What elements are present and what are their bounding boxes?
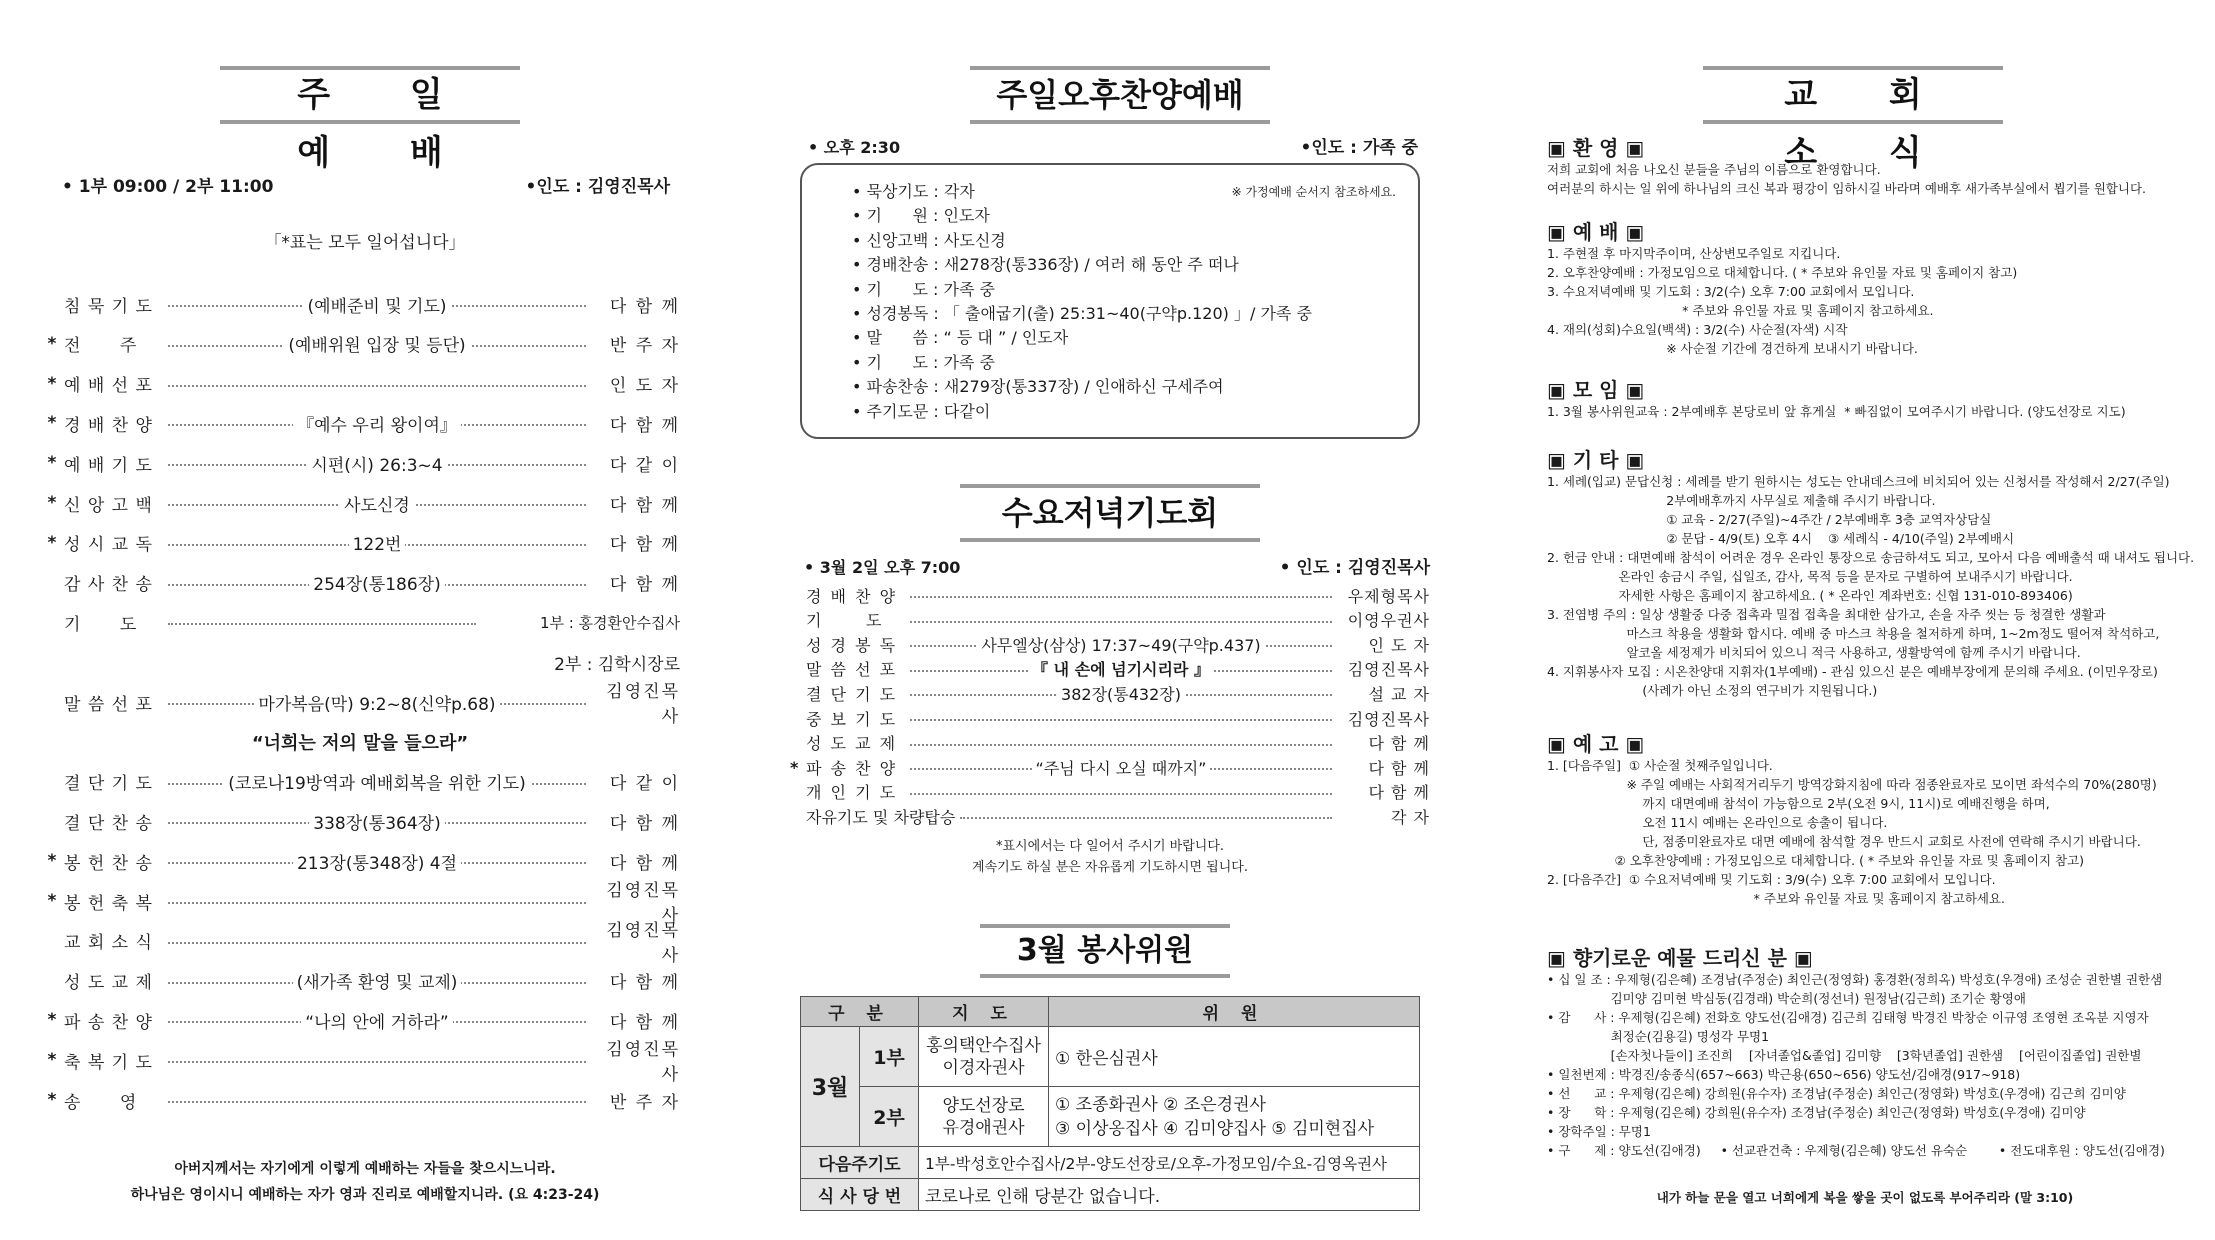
order-person: 다 함 께 [609, 535, 680, 556]
section-meeting-body [1547, 402, 2126, 421]
standing-mark: * [47, 1090, 57, 1110]
title-text: 수요저녁기도회 [1001, 494, 1219, 532]
worship-order-row [40, 569, 680, 597]
afternoon-program-line: • 말 씀 : “ 등 대 ” / 인도자 [852, 328, 1069, 348]
order-label: 봉 헌 찬 송 [64, 853, 153, 874]
order-label: 성 시 교 독 [64, 535, 153, 556]
worship-order-row [40, 1006, 680, 1034]
order-person: 인 도 자 [1368, 635, 1430, 655]
order-detail: 『 내 손에 넘기시리라 』 [1028, 657, 1214, 680]
wednesday-order-row [790, 779, 1430, 805]
church-news-title [1703, 66, 2003, 173]
standing-mark: * [47, 453, 57, 474]
dotted-leader [164, 887, 590, 915]
table-row [801, 1147, 1420, 1179]
worship-order-row [40, 682, 680, 727]
worship-order-row [40, 881, 680, 926]
worship-order-row [40, 370, 680, 398]
worship-order-row [40, 920, 680, 966]
news-line: (사례가 아닌 소정의 연구비가 지원됩니다.) [1547, 683, 1878, 698]
order-detail: (예배준비 및 기도) [303, 292, 450, 317]
meal-duty-label: 식 사 당 번 [801, 1179, 919, 1211]
order-label: 말 씀 선 포 [64, 694, 153, 715]
month-cell: 3월 [801, 1027, 860, 1147]
order-label: 경 배 찬 양 [806, 586, 898, 606]
news-line: 2부예배후까지 사무실로 제출해 주시기 바랍니다. [1547, 493, 1936, 508]
worship-order-row [40, 290, 680, 318]
part-2-leader-cell: 양도선장로 유경애권사 [919, 1087, 1049, 1147]
news-line: * 주보와 유인물 자료 및 홈페이지 참고하세요. [1547, 303, 1934, 318]
order-label: 성 경 봉 독 [806, 635, 898, 655]
sermon-title: “너희는 저의 말을 들으라” [251, 732, 469, 754]
wednesday-order-row [790, 730, 1430, 756]
wednesday-order-row [790, 754, 1430, 780]
dotted-leader [164, 927, 590, 955]
order-person: 1부 : 홍경환안수집사 [539, 613, 680, 632]
news-line: 오전 11시 예배는 온라인으로 송출이 됩니다. [1547, 815, 1888, 830]
wednesday-time: • 3월 2일 오후 7:00 [804, 558, 961, 577]
order-detail: 『예수 우리 왕이여』 [293, 411, 461, 436]
order-detail: 사도신경 [340, 491, 414, 516]
afternoon-leader: •인도 : 가족 중 [1300, 138, 1418, 158]
section-etc-heading: ▣ 기 타 ▣ [1547, 448, 1645, 472]
news-line: • 장 학 : 우제형(김은혜) 강희원(유수자) 조경남(주정순) 최인근(정영화) 박성호(우경애) 김미양 [1547, 1105, 2086, 1120]
wednesday-note-1: *표시에서는 다 일어서 주시기 바랍니다. [995, 839, 1225, 854]
order-label: 결 단 기 도 [806, 684, 898, 704]
dotted-leader [164, 449, 590, 477]
dotted-leader [164, 688, 590, 716]
wednesday-order-row [790, 705, 1430, 731]
dotted-leader [956, 803, 1336, 829]
section-meeting-heading: ▣ 모 임 ▣ [1547, 378, 1645, 402]
dotted-leader [164, 847, 590, 875]
order-label: 신 앙 고 백 [64, 495, 153, 516]
news-line: • 장학주일 : 무명1 [1547, 1124, 1651, 1139]
news-line: 여러분의 하시는 일 위에 하나님의 크신 복과 평강이 임하시길 바라며 예배후 새가족부실에서 뵙기를 원합니다. [1547, 181, 2147, 196]
standing-mark: * [790, 757, 799, 777]
sunday-worship-title [220, 66, 520, 173]
dotted-leader [164, 1006, 590, 1034]
order-person: 설 교 자 [1368, 684, 1430, 704]
dotted-leader [906, 631, 1336, 657]
news-line: 온라인 송금시 주일, 십일조, 감사, 목적 등을 문자로 구별하여 보내주시기 바랍니다. [1547, 569, 2073, 584]
order-detail: (예배위원 입장 및 등단) [284, 331, 469, 356]
news-line: • 일천번제 : 박경진/송종식(657~663) 박근용(650~656) 양도선/김애경(917~918) [1547, 1067, 2021, 1082]
order-label: 파 송 찬 양 [806, 758, 898, 778]
part-2-members-cell [1049, 1087, 1420, 1147]
news-line: ② 오후찬양예배 : 가정모임으로 대체합니다. ( * 주보와 유인물 자료 및 홈페이지 참고) [1547, 853, 2085, 868]
order-label: 파 송 찬 양 [64, 1012, 153, 1033]
table-row [801, 1027, 1420, 1087]
dotted-leader [164, 529, 590, 557]
afternoon-program-line: • 성경봉독 : 「 출애굽기(출) 25:31~40(구약p.120) 」/ 가족 중 [852, 304, 1312, 323]
order-person: 다 같 이 [609, 455, 680, 476]
order-person: 다 함 께 [609, 973, 680, 994]
dotted-leader [164, 330, 590, 358]
order-person: 반 주 자 [609, 336, 680, 357]
order-label: 자유기도 및 차량탑승 [806, 807, 956, 827]
wednesday-order-row [790, 680, 1430, 706]
service-leader: •인도 : 김영진목사 [525, 177, 670, 197]
standing-mark: * [47, 333, 57, 354]
afternoon-program-line: • 기 원 : 인도자 [852, 206, 990, 226]
worship-order-row [40, 728, 680, 756]
afternoon-program-line: • 신앙고백 : 사도신경 [852, 230, 1006, 250]
sunday-worship-column [40, 0, 690, 1240]
order-detail: 338장(통364장) [309, 809, 444, 834]
dotted-leader [906, 754, 1336, 780]
worship-order-row [40, 847, 680, 875]
order-person: 다 함 께 [1368, 734, 1430, 754]
order-detail: 122번 [349, 530, 406, 555]
order-label: 침 묵 기 도 [64, 296, 153, 317]
dotted-leader [906, 730, 1336, 756]
volunteer-table [800, 996, 1420, 1211]
standing-mark: * [47, 413, 57, 434]
worship-order-row [40, 489, 680, 517]
order-person: 다 함 께 [609, 495, 680, 516]
closing-verse-line-2: 하나님은 영이시니 예배하는 자가 영과 진리로 예배할지니라. (요 4:23-24) [130, 1187, 600, 1203]
part-2-cell: 2부 [860, 1087, 919, 1147]
table-row [801, 1179, 1420, 1211]
order-person: 다 함 께 [609, 575, 680, 596]
news-line: • 선 교 : 우제형(김은혜) 강희원(유수자) 조경남(주정순) 최인근(정영화) 박성호(우경애) 김근희 김미양 [1547, 1086, 2126, 1101]
afternoon-program-line: • 주기도문 : 다같이 [852, 401, 991, 421]
news-line: • 감 사 : 우제형(김은혜) 전화호 양도선(김애경) 김근희 김태형 박경진 박창순 이규영 조영현 조옥분 지영자 [1547, 1010, 2149, 1025]
news-line: 저희 교회에 처음 나오신 분들을 주님의 이름으로 환영합니다. [1547, 162, 1881, 177]
dotted-leader [906, 582, 1336, 608]
order-label: 교 회 소 식 [64, 933, 153, 954]
wednesday-note-2: 계속기도 하실 분은 자유롭게 기도하시면 됩니다. [972, 860, 1248, 875]
title-text: 교 회 소 식 [1784, 75, 1952, 173]
worship-order-row [40, 768, 680, 796]
dotted-leader [164, 409, 590, 437]
wednesday-order-row [790, 656, 1430, 682]
order-person: 다 함 께 [609, 813, 680, 834]
news-line: ※ 사순절 기간에 경건하게 보내시기 바랍니다. [1547, 341, 1918, 356]
order-person: 각 자 [1391, 807, 1430, 827]
news-line: 2. [다음주간] ① 수요저녁예배 및 기도회 : 3/9(수) 오후 7:00 교회에서 모입니다. [1547, 872, 1996, 887]
standing-mark: * [47, 532, 57, 553]
news-line: 자세한 사항은 홈페이지 참고하세요. ( * 온라인 계좌번호: 신협 131-010-893406) [1547, 588, 2073, 603]
order-person: 다 같 이 [609, 774, 680, 795]
order-label: 봉 헌 축 복 [64, 893, 153, 914]
title-text: 주 일 예 배 [297, 75, 477, 173]
service-times: • 1부 09:00 / 2부 11:00 [62, 177, 274, 197]
worship-order-row [40, 648, 680, 676]
dotted-leader [164, 1046, 590, 1074]
section-worship-body [1547, 244, 2017, 358]
news-line: 까지 대면예배 참석이 가능함으로 2부(오전 9시, 11시)로 예배진행을 하며, [1547, 796, 2050, 811]
worship-order-row [40, 608, 680, 636]
march-volunteers-title [980, 924, 1230, 978]
part-1-leader-cell: 홍의택안수집사 이경자권사 [919, 1027, 1049, 1087]
worship-order-row [40, 807, 680, 835]
dotted-leader [906, 656, 1336, 682]
afternoon-program-line: • 기 도 : 가족 중 [852, 279, 995, 299]
order-detail: 마가복음(막) 9:2~8(신약p.68) [254, 690, 499, 715]
order-label: 전 주 [64, 336, 138, 357]
dotted-leader [164, 370, 590, 398]
table-row [801, 1087, 1420, 1147]
part-1-members-cell: ① 한은심권사 [1049, 1027, 1420, 1087]
news-line: 2. 헌금 안내 : 대면예배 참석이 어려운 경우 온라인 통장으로 송금하셔도 되고, 모아서 다음 예배출석 때 내셔도 됩니다. [1547, 550, 2195, 565]
order-label: 예 배 선 포 [64, 376, 153, 397]
title-text: 3월 봉사위원 [1016, 933, 1194, 968]
standing-mark: * [47, 1050, 57, 1071]
order-label: 결 단 기 도 [64, 774, 153, 795]
afternoon-time: • 오후 2:30 [808, 138, 901, 157]
order-person: 김영진목사 [606, 920, 680, 966]
standing-mark: * [47, 373, 57, 394]
dotted-leader [164, 1086, 590, 1114]
standing-notice: 「*표는 모두 일어섭니다」 [264, 233, 466, 253]
standing-mark: * [47, 1010, 57, 1031]
order-label: 축 복 기 도 [64, 1052, 153, 1073]
worship-order-row [40, 529, 680, 557]
section-etc-body [1547, 472, 2194, 700]
order-person: 이영우권사 [1347, 611, 1430, 631]
order-label: 개 인 기 도 [806, 783, 898, 803]
prayer-part-2: 2부 : 김학시장로 [554, 654, 680, 675]
news-line: 단, 점종미완료자로 대면 예배에 참석할 경우 반드시 교회로 사전에 연락해 주시기 바랍니다. [1547, 834, 2141, 849]
header-wiwon: 위 원 [1049, 997, 1420, 1027]
order-person: 다 함 께 [609, 853, 680, 874]
order-label: 송 영 [64, 1092, 138, 1113]
order-detail: (새가족 환영 및 교제) [293, 968, 462, 993]
dotted-leader [906, 680, 1336, 706]
part-1-cell: 1부 [860, 1027, 919, 1087]
news-line: ① 교육 - 2/27(주일)~4주간 / 2부예배후 3층 교역자상담실 [1547, 512, 1992, 527]
order-label: 중 보 기 도 [806, 709, 898, 729]
section-welcome-heading: ▣ 환 영 ▣ [1547, 136, 1645, 160]
order-label: 기 도 [64, 614, 138, 635]
news-line: • 십 일 조 : 우제형(김은혜) 조경남(주정순) 최인근(정영화) 홍경환(정희옥) 박성호(우경애) 조성순 권한별 권한샘 [1547, 972, 2163, 987]
wednesday-leader: • 인도 : 김영진목사 [1279, 558, 1430, 578]
section-worship-heading: ▣ 예 배 ▣ [1547, 220, 1645, 244]
order-person: 우제형목사 [1347, 586, 1430, 606]
header-gubun: 구 분 [801, 997, 919, 1027]
order-label: 기 도 [806, 611, 884, 631]
dotted-leader [906, 607, 1336, 633]
news-line: 1. 세례(입교) 문답신청 : 세례를 받기 원하시는 성도는 안내데스크에 비치되어 있는 신청서를 작성해서 2/27(주일) [1547, 474, 2170, 489]
order-person: 다 함 께 [609, 1012, 680, 1033]
order-label: 경 배 찬 양 [64, 415, 153, 436]
news-line: 최정순(김용길) 명성각 무명1 [1547, 1029, 1770, 1044]
next-prayer-value: 1부-박성호안수집사/2부-양도선장로/오후-가정모임/수요-김영옥권사 [919, 1147, 1420, 1179]
news-line: * 주보와 유인물 자료 및 홈페이지 참고하세요. [1547, 891, 2006, 906]
news-line: ② 문답 - 4/9(토) 오후 4시 ③ 세례식 - 4/10(주일) 2부예배시 [1547, 531, 2015, 546]
section-welcome-body [1547, 160, 2146, 198]
afternoon-program-line: • 기 도 : 가족 중 [852, 352, 995, 372]
dotted-leader [164, 489, 590, 517]
news-line: 1. 주현절 후 마지막주이며, 산상변모주일로 지킵니다. [1547, 246, 1841, 261]
order-person: 인 도 자 [609, 376, 680, 397]
order-detail: 382장(통432장) [1057, 682, 1185, 705]
order-detail: “주님 다시 오실 때까지” [1032, 756, 1211, 779]
news-line: 김미양 김미현 박심동(김경래) 박순희(정선녀) 원정남(김근희) 조기순 황영애 [1547, 991, 2026, 1006]
part-2-members-line-1: ① 조종화권사 ② 조은경권사 [1055, 1094, 1266, 1115]
wednesday-prayer-title [960, 484, 1260, 542]
order-person: 다 함 께 [609, 415, 680, 436]
header-jido: 지 도 [919, 997, 1049, 1027]
order-detail: (코로나19방역과 예배회복을 위한 기도) [224, 769, 529, 794]
afternoon-worship-title [970, 66, 1270, 124]
worship-order-row [40, 1040, 680, 1086]
news-line: • 구 제 : 양도선(김애경) • 선교관건축 : 우제형(김은혜) 양도선 유숙순 • 전도대후원 : 양도선(김애경) [1547, 1143, 2165, 1158]
order-detail: 254장(통186장) [309, 570, 444, 595]
dotted-leader [164, 608, 480, 636]
dotted-leader [164, 290, 590, 318]
afternoon-program-line: • 경배찬송 : 새278장(통336장) / 여러 해 동안 주 떠나 [852, 255, 1239, 275]
next-prayer-label: 다음주기도 [801, 1147, 919, 1179]
order-person: 김영진목사 [1347, 660, 1430, 680]
family-order-note: ※ 가정예배 순서지 참조하세요. [1231, 185, 1396, 199]
wednesday-order-row [790, 803, 1430, 829]
news-line: 2. 오후찬양예배 : 가정모임으로 대체합니다. ( * 주보와 유인물 자료 및 홈페이지 참고) [1547, 265, 2018, 280]
afternoon-program-line: • 파송찬송 : 새279장(통337장) / 인애하신 구세주여 [852, 377, 1224, 397]
news-line: 마스크 착용을 생활화 합시다. 예배 중 마스크 착용을 철저하게 하며, 1~2m정도 떨어져 착석하고, [1547, 626, 2160, 641]
order-detail: 사무엘상(삼상) 17:37~49(구약p.437) [977, 633, 1264, 656]
church-news-column [1545, 0, 2195, 1240]
worship-order-row [40, 330, 680, 358]
wednesday-order-row [790, 631, 1430, 657]
part-2-members-line-2: ③ 이상옹집사 ④ 김미양집사 ⑤ 김미현집사 [1055, 1118, 1375, 1139]
closing-verse: 내가 하늘 문을 열고 너희에게 복을 쌓을 곳이 없도록 부어주리라 (말 3:10) [1656, 1190, 2074, 1205]
order-person: 다 함 께 [609, 296, 680, 317]
order-person: 다 함 께 [1368, 783, 1430, 803]
news-line: 4. 지휘봉사자 모집 : 시온찬양대 지휘자(1부예배) - 관심 있으신 분은 예배부장에게 문의해 주세요. (이민우장로) [1547, 664, 2158, 679]
worship-order-row [40, 409, 680, 437]
standing-mark: * [47, 493, 57, 513]
wednesday-order-row [790, 582, 1430, 608]
news-line: 4. 재의(성회)수요일(백색) : 3/2(수) 사순절(자색) 시작 [1547, 322, 1848, 337]
news-line: 3. 전염병 주의 : 일상 생활중 다중 접촉과 밀접 접촉을 최대한 삼가고, 손을 자주 씻는 등 청결한 생활과 [1547, 607, 2106, 622]
afternoon-and-wednesday-column [790, 0, 1430, 1240]
standing-mark: * [47, 891, 57, 911]
section-offering-body [1547, 970, 2165, 1160]
meal-duty-value: 코로나로 인해 당분간 없습니다. [919, 1179, 1420, 1211]
order-label: 결 단 찬 송 [64, 813, 153, 834]
afternoon-program-line: • 묵상기도 : 각자 [852, 182, 975, 201]
dotted-leader [164, 807, 590, 835]
order-person: 김영진목사 [606, 881, 680, 926]
afternoon-program-box [800, 163, 1420, 439]
section-preview-heading: ▣ 예 고 ▣ [1547, 732, 1645, 756]
table-header-row [801, 997, 1420, 1027]
dotted-leader [906, 705, 1336, 731]
order-person: 김영진목사 [606, 682, 680, 727]
order-label: 감 사 찬 송 [64, 575, 153, 596]
standing-mark: * [47, 851, 57, 872]
dotted-leader [164, 967, 590, 995]
order-label: 예 배 기 도 [64, 455, 153, 476]
wednesday-order-row [790, 607, 1430, 633]
news-line: 알코올 세정제가 비치되어 있으니 적극 사용하고, 생활방역에 함께 주시기 바랍니다. [1547, 645, 2081, 660]
order-detail: 213장(통348장) 4절 [293, 849, 461, 874]
order-person: 김영진목사 [606, 1040, 680, 1086]
closing-verse-line-1: 아버지께서는 자기에게 이렇게 예배하는 자들을 찾으시느니라. [174, 1161, 556, 1177]
section-preview-body [1547, 756, 2157, 908]
worship-order-row [40, 449, 680, 477]
order-label: 말 씀 선 포 [806, 660, 898, 680]
order-detail: “나의 안에 거하라” [301, 1008, 452, 1033]
dotted-leader [164, 768, 590, 796]
order-label: 성 도 교 제 [64, 973, 153, 994]
title-text: 주일오후찬양예배 [996, 76, 1244, 114]
news-line: ※ 주일 예배는 사회적거리두기 방역강화지침에 따라 점종완료자로 모이면 좌석수의 70%(280명) [1547, 777, 2157, 792]
news-line: 3. 수요저녁예배 및 기도회 : 3/2(수) 오후 7:00 교회에서 모입니다. [1547, 284, 1915, 299]
dotted-leader [906, 779, 1336, 805]
news-line: 1. [다음주일] ① 사순절 첫째주일입니다. [1547, 758, 1773, 773]
news-line: 1. 3월 봉사위원교육 : 2부예배후 본당로비 앞 휴게실 * 빠짐없이 모여주시기 바랍니다. (양도선장로 지도) [1547, 404, 2126, 419]
order-person: 반 주 자 [609, 1092, 680, 1113]
worship-order-row [40, 1086, 680, 1114]
order-person: 김영진목사 [1347, 709, 1430, 729]
order-person: 다 함 께 [1368, 758, 1430, 778]
worship-order-row [40, 967, 680, 995]
news-line: [손자첫나들이] 조진희 [자녀졸업&졸업] 김미향 [3학년졸업] 권한샘 [어린이집졸업] 권한별 [1547, 1048, 2142, 1063]
order-detail: 시편(시) 26:3~4 [307, 451, 446, 476]
section-offering-heading: ▣ 향기로운 예물 드리신 분 ▣ [1547, 946, 1813, 970]
dotted-leader [164, 569, 590, 597]
order-label: 성 도 교 제 [806, 734, 898, 754]
